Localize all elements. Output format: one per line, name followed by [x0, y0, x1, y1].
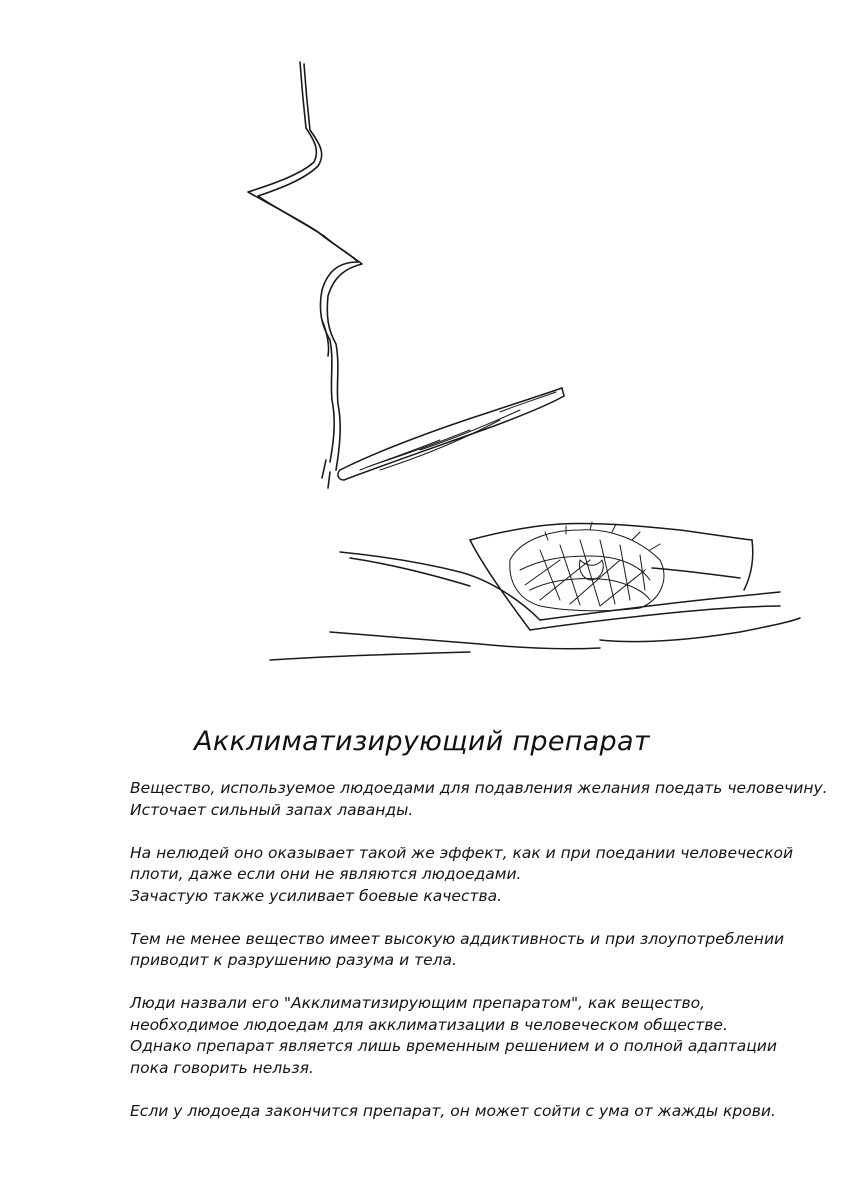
smoke-trail	[248, 62, 362, 488]
text-line: На нелюдей оно оказывает такой же эффект, как и при поедании человеческой	[130, 843, 794, 862]
description-text	[130, 778, 830, 1144]
paragraph-4	[130, 993, 830, 1079]
text-line: необходимое людоедам для акклиматизации в человеческом обществе.	[130, 1015, 728, 1034]
tobacco-pile	[510, 522, 664, 611]
page-title: Акклиматизирующий препарат	[194, 726, 650, 757]
text-line: Тем не менее вещество имеет высокую аддиктивность и при злоупотреблении	[130, 929, 785, 948]
paper-sheet	[270, 523, 800, 660]
paragraph-5	[130, 1101, 830, 1123]
text-line: плоти, даже если они не являются людоедами.	[130, 865, 522, 883]
text-line: Люди назвали его "Акклиматизирующим препаратом", как вещество,	[130, 994, 706, 1012]
paragraph-3	[130, 929, 830, 972]
text-line: Зачастую также усиливает боевые качества.	[130, 886, 503, 905]
text-line: Если у людоеда закончится препарат, он может сойти с ума от жажды крови.	[130, 1101, 776, 1120]
paragraph-1	[130, 778, 830, 821]
text-line: Однако препарат является лишь временным решением и о полной адаптации	[130, 1037, 777, 1055]
text-line: Вещество, используемое людоедами для подавления желания поедать человечину.	[130, 779, 828, 797]
cigarette	[338, 388, 564, 480]
text-line: Источает сильный запах лаванды.	[130, 800, 414, 819]
paragraph-2	[130, 843, 830, 908]
text-line: пока говорить нельзя.	[130, 1058, 314, 1077]
text-line: приводит к разрушению разума и тела.	[130, 951, 457, 969]
